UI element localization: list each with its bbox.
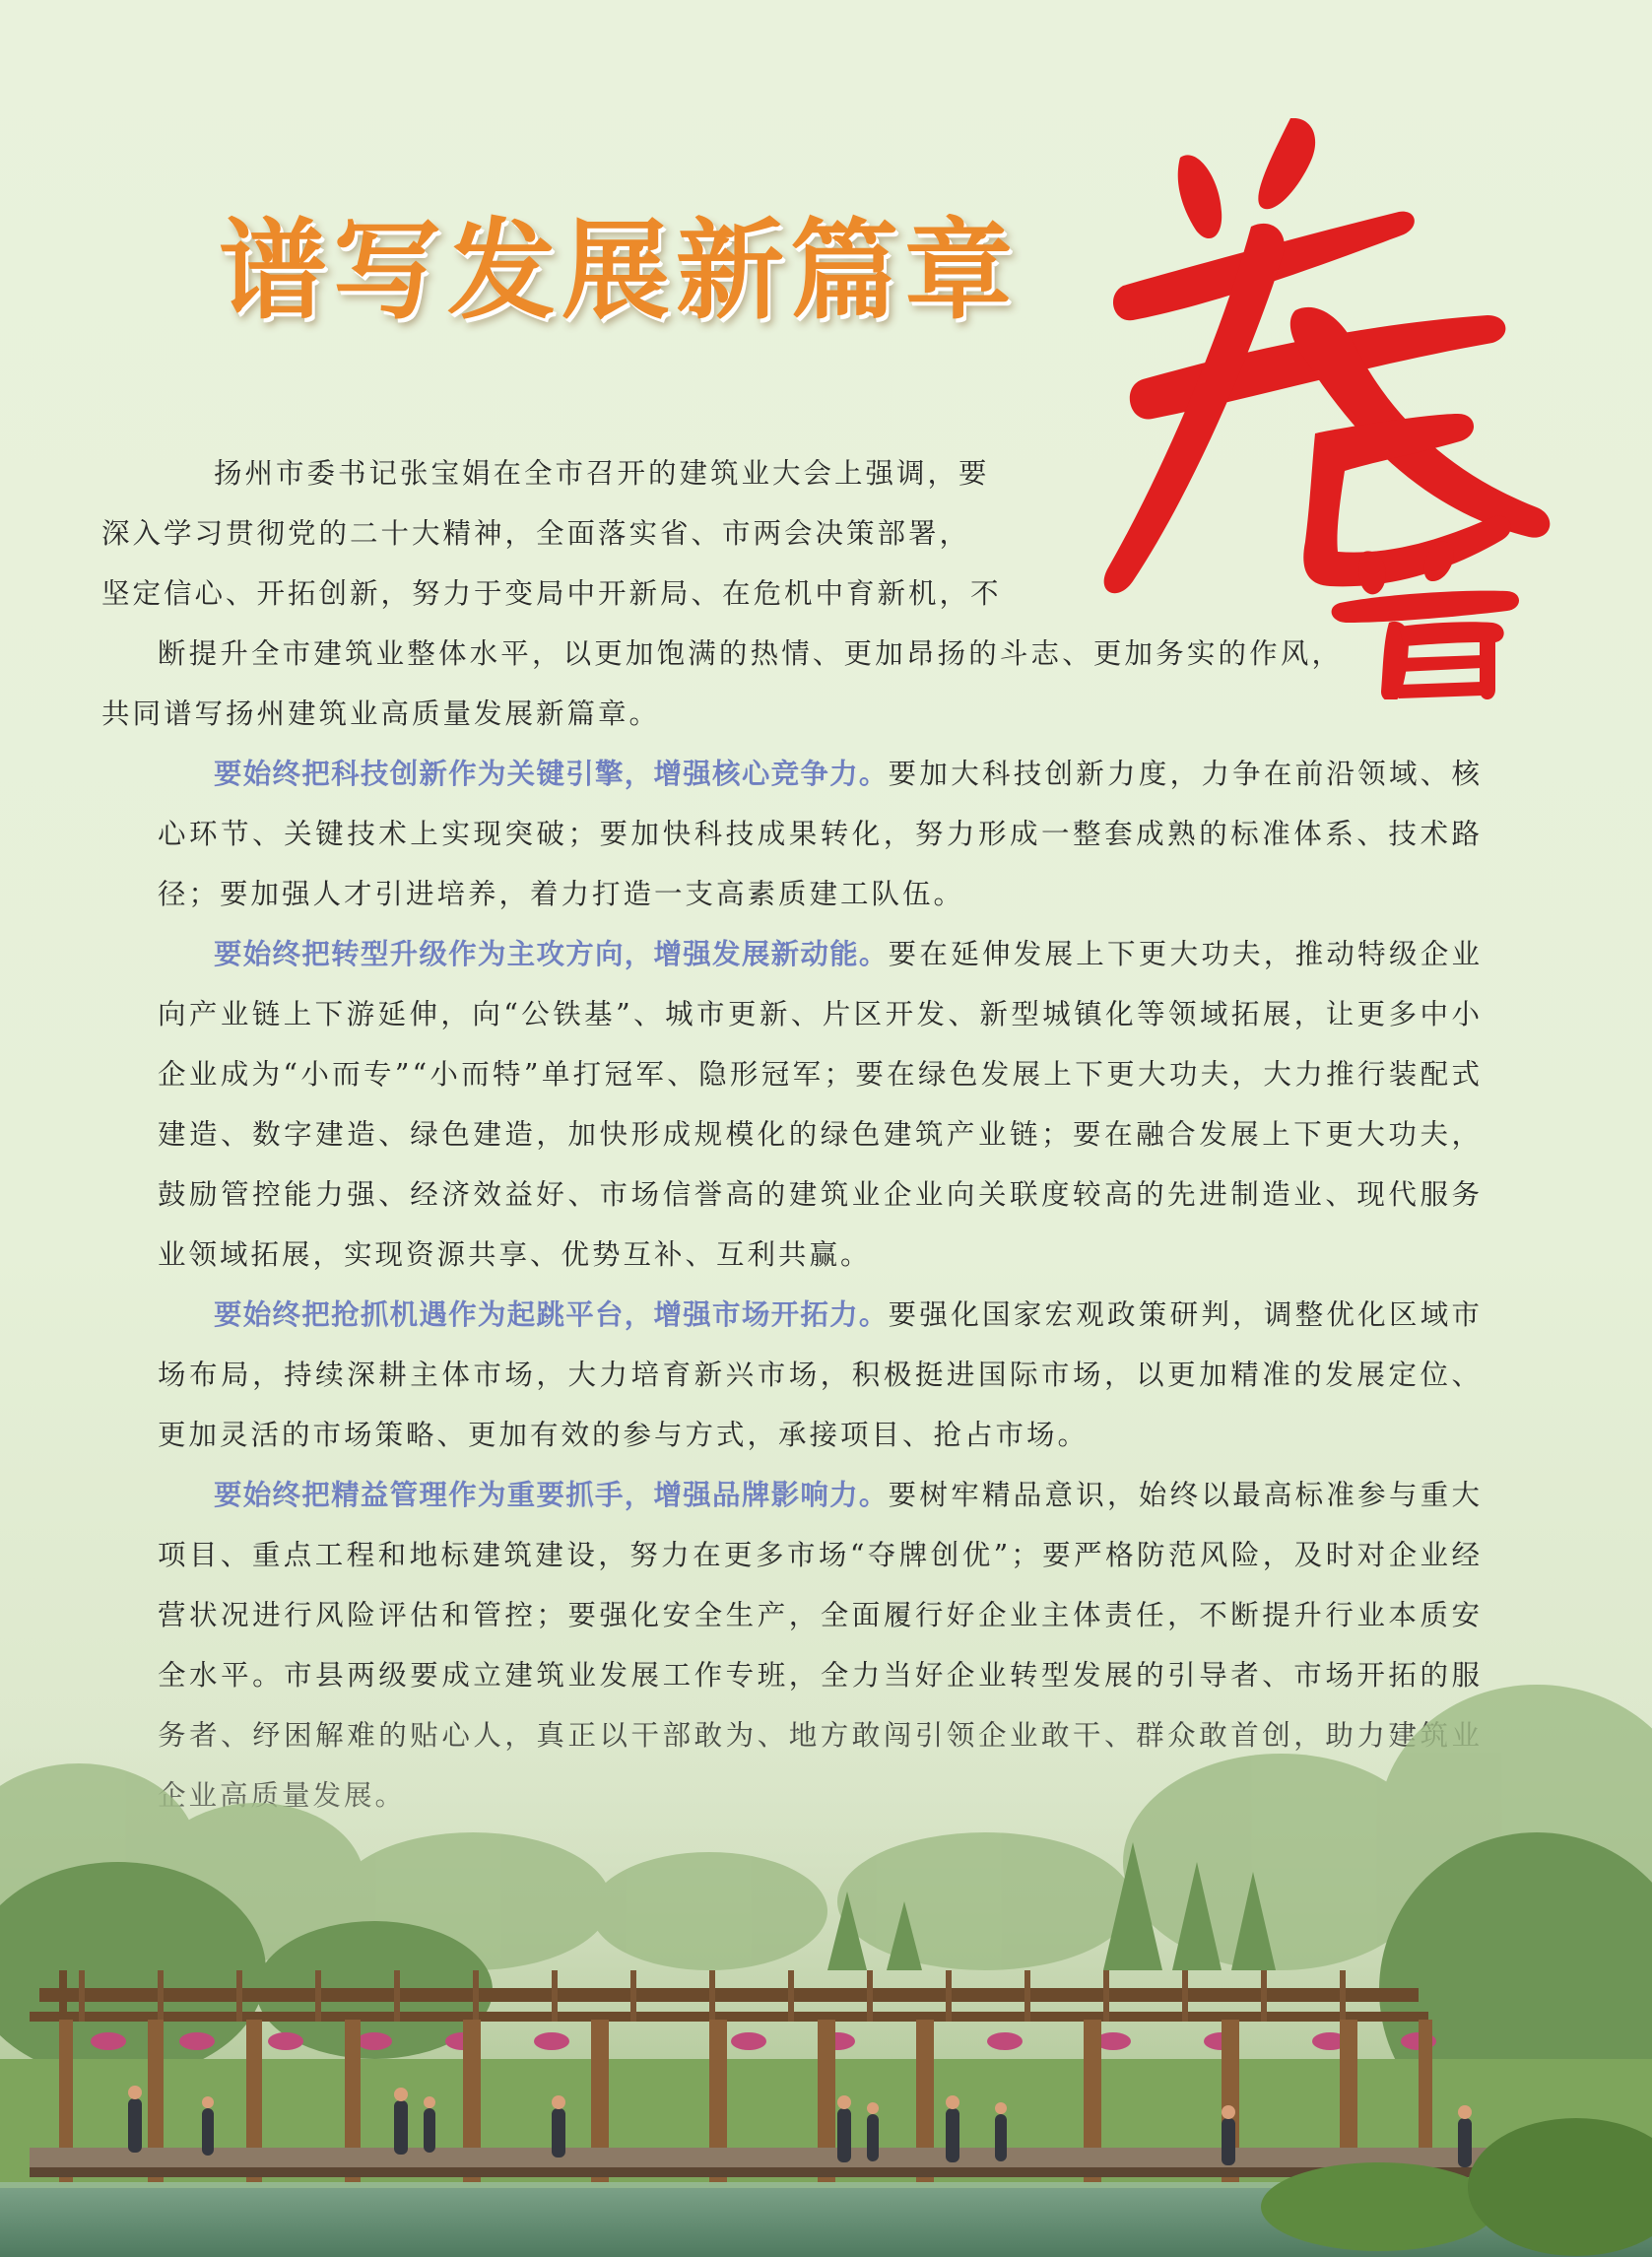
article-body [101, 443, 1483, 1826]
section-2-text: 要在延伸发展上下更大功夫，推动特级企业向产业链上下游延伸，向“公铁基”、城市更新、片区开发、新型城镇化等领域拓展，让更多中小企业成为“小而专”“小而特”单打冠军、隐形冠军；要在绿色发展上下更大功夫，大力推行装配式建造、数字建造、绿色建造，加快形成规模化的绿色建筑产业链；要在融合发展上下更大功夫，鼓励管控能力强、经济效益好、市场信誉高的建筑业企业向关联度较高的先进制造业、现代服务业领域拓展，实现资源共享、优势互补、互利共赢。 [158, 938, 1483, 1271]
section-2-heading: 要始终把转型升级作为主攻方向，增强发展新动能。 [214, 938, 889, 970]
intro-line-1: 扬州市委书记张宝娟在全市召开的建筑业大会上强调，要 [214, 457, 990, 490]
intro-line-3: 坚定信心、开拓创新，努力于变局中开新局、在危机中育新机，不 [101, 577, 1002, 610]
section-4-text: 要树牢精品意识，始终以最高标准参与重大项目、重点工程和地标建筑建设，努力在更多市场“夺牌创优”；要严格防范风险，及时对企业经营状况进行风险评估和管控；要强化安全生产，全面履行好企业主体责任，不断提升行业本质安 [158, 1479, 1483, 1631]
section-3-heading: 要始终把抢抓机遇作为起跳平台，增强市场开拓力。 [214, 1298, 889, 1331]
section-3 [158, 1285, 1483, 1465]
section-2 [158, 924, 1483, 1285]
intro-paragraph [101, 443, 1483, 744]
section-1-heading: 要始终把科技创新作为关键引擎，增强核心竞争力。 [214, 758, 889, 790]
section-3-text: 要强化国家宏观政策研判，调整优化区域市场布局，持续深耕主体市场，大力培育新兴市场，积极挺进国际市场，以更加精准的发展定位、更加灵活的市场策略、更加有效的参与方式，承接项目、抢占市场。 [158, 1298, 1483, 1451]
section-1-text: 要加大科技创新力度，力争在前沿领域、核心环节、关键技术上实现突破；要加快科技成果转化，努力形成一整套成熟的标准体系、技术路径；要加强人才引进培养，着力打造一支高素质建工队伍。 [158, 758, 1483, 910]
intro-line-2: 深入学习贯彻党的二十大精神，全面落实省、市两会决策部署， [101, 517, 971, 550]
section-1 [158, 744, 1483, 924]
intro-rest: 断提升全市建筑业整体水平，以更加饱满的热情、更加昂扬的斗志、更加务实的作风，共同谱写扬州建筑业高质量发展新篇章。 [101, 637, 1343, 730]
garden-pergola-photo [0, 1675, 1652, 2257]
section-4-heading: 要始终把精益管理作为重要抓手，增强品牌影响力。 [214, 1479, 889, 1511]
page-title: 谱写发展新篇章 [219, 207, 1019, 334]
